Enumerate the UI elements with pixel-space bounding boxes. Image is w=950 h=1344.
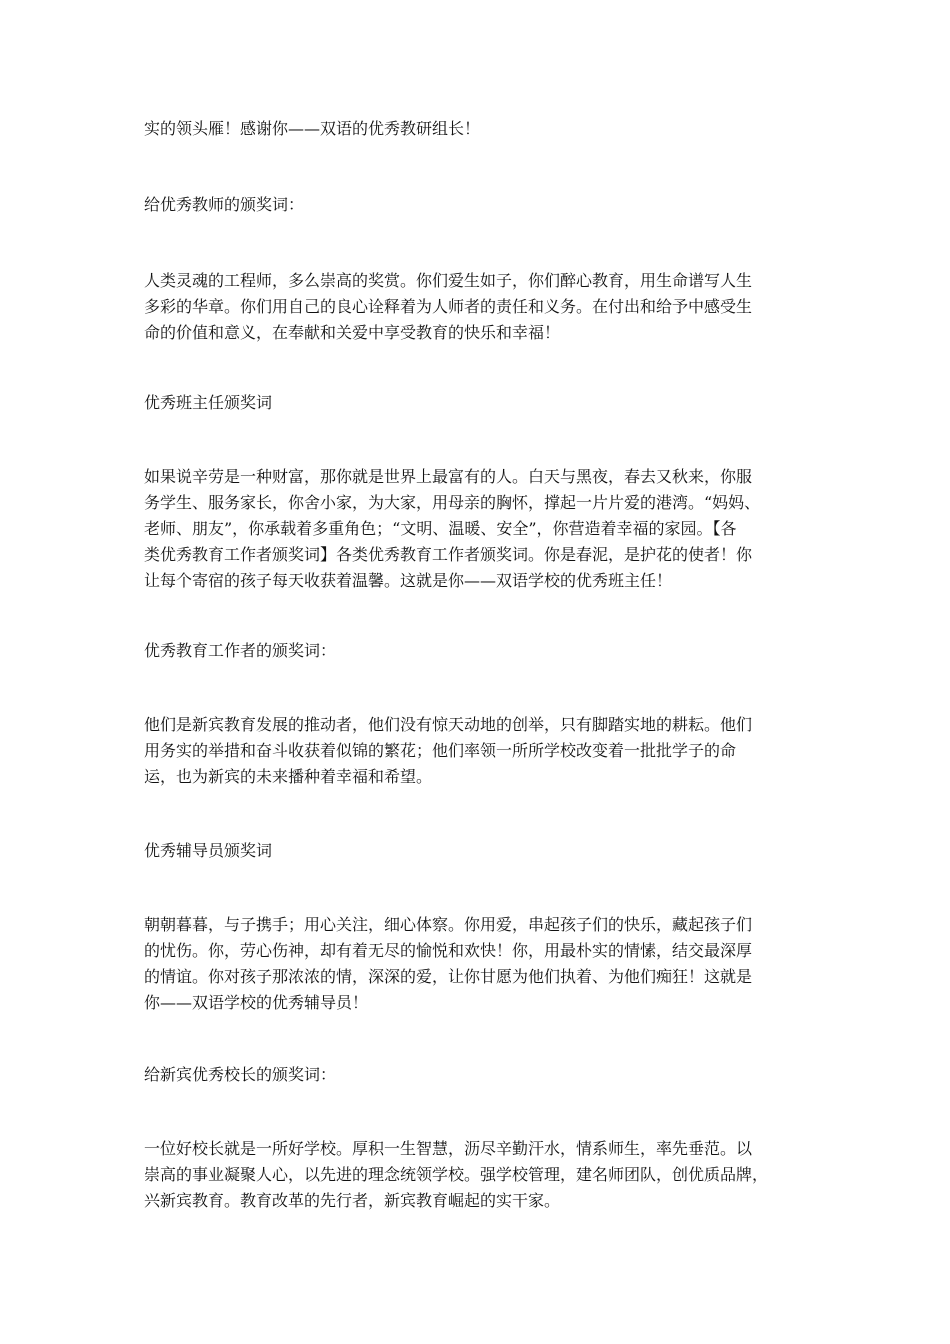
text-line: 朝朝暮暮，与子携手；用心关注，细心体察。你用爱，串起孩子们的快乐，藏起孩子们 [144, 915, 753, 934]
paragraph-principal [144, 1136, 814, 1214]
heading-text: 优秀辅导员颁奖词 [144, 841, 273, 860]
text-line: 让每个寄宿的孩子每天收获着温馨。这就是你——双语学校的优秀班主任！ [144, 571, 673, 590]
text-line: 多彩的华章。你们用自己的良心诠释着为人师者的责任和义务。在付出和给予中感受生 [144, 297, 753, 316]
paragraph-closing-line [144, 116, 814, 142]
heading-class-teacher [144, 390, 814, 416]
heading-excellent-teacher [144, 192, 814, 218]
paragraph-education-worker [144, 712, 814, 790]
heading-education-worker [144, 638, 814, 664]
paragraph-class-teacher [144, 464, 814, 594]
text-line: 的情谊。你对孩子那浓浓的情，深深的爱，让你甘愿为他们执着、为他们痴狂！这就是 [144, 967, 753, 986]
heading-text: 优秀教育工作者的颁奖词： [144, 641, 337, 660]
text-line: 如果说辛劳是一种财富，那你就是世界上最富有的人。白天与黑夜，春去又秋来，你服 [144, 467, 753, 486]
text-line: 人类灵魂的工程师，多么崇高的奖赏。你们爱生如子，你们醉心教育，用生命谱写人生 [144, 271, 753, 290]
text-line: 实的领头雁！感谢你——双语的优秀教研组长！ [144, 119, 481, 138]
heading-principal [144, 1062, 814, 1088]
text-line: 务学生、服务家长，你舍小家，为大家，用母亲的胸怀，撑起一片片爱的港湾。“妈妈、 [144, 493, 761, 512]
text-line: 老师、朋友”，你承载着多重角色；“文明、温暖、安全”，你营造着幸福的家园。【各 [144, 519, 737, 538]
text-line: 崇高的事业凝聚人心，以先进的理念统领学校。强学校管理，建名师团队，创优质品牌， [144, 1165, 769, 1184]
text-line: 他们是新宾教育发展的推动者，他们没有惊天动地的创举，只有脚踏实地的耕耘。他们 [144, 715, 753, 734]
heading-counselor [144, 838, 814, 864]
heading-text: 给新宾优秀校长的颁奖词： [144, 1065, 337, 1084]
text-line: 一位好校长就是一所好学校。厚积一生智慧，沥尽辛勤汗水，情系师生，率先垂范。以 [144, 1139, 753, 1158]
paragraph-excellent-teacher [144, 268, 814, 346]
text-line: 类优秀教育工作者颁奖词】各类优秀教育工作者颁奖词。你是春泥，是护花的使者！你 [144, 545, 753, 564]
text-line: 你——双语学校的优秀辅导员！ [144, 993, 369, 1012]
text-line: 运，也为新宾的未来播种着幸福和希望。 [144, 767, 433, 786]
text-line: 的忧伤。你，劳心伤神，却有着无尽的愉悦和欢快！你，用最朴实的情愫，结交最深厚 [144, 941, 753, 960]
heading-text: 给优秀教师的颁奖词： [144, 195, 305, 214]
text-line: 用务实的举措和奋斗收获着似锦的繁花；他们率领一所所学校改变着一批批学子的命 [144, 741, 737, 760]
text-line: 兴新宾教育。教育改革的先行者，新宾教育崛起的实干家。 [144, 1191, 561, 1210]
paragraph-counselor [144, 912, 814, 1016]
heading-text: 优秀班主任颁奖词 [144, 393, 273, 412]
text-line: 命的价值和意义，在奉献和关爱中享受教育的快乐和幸福！ [144, 323, 561, 342]
